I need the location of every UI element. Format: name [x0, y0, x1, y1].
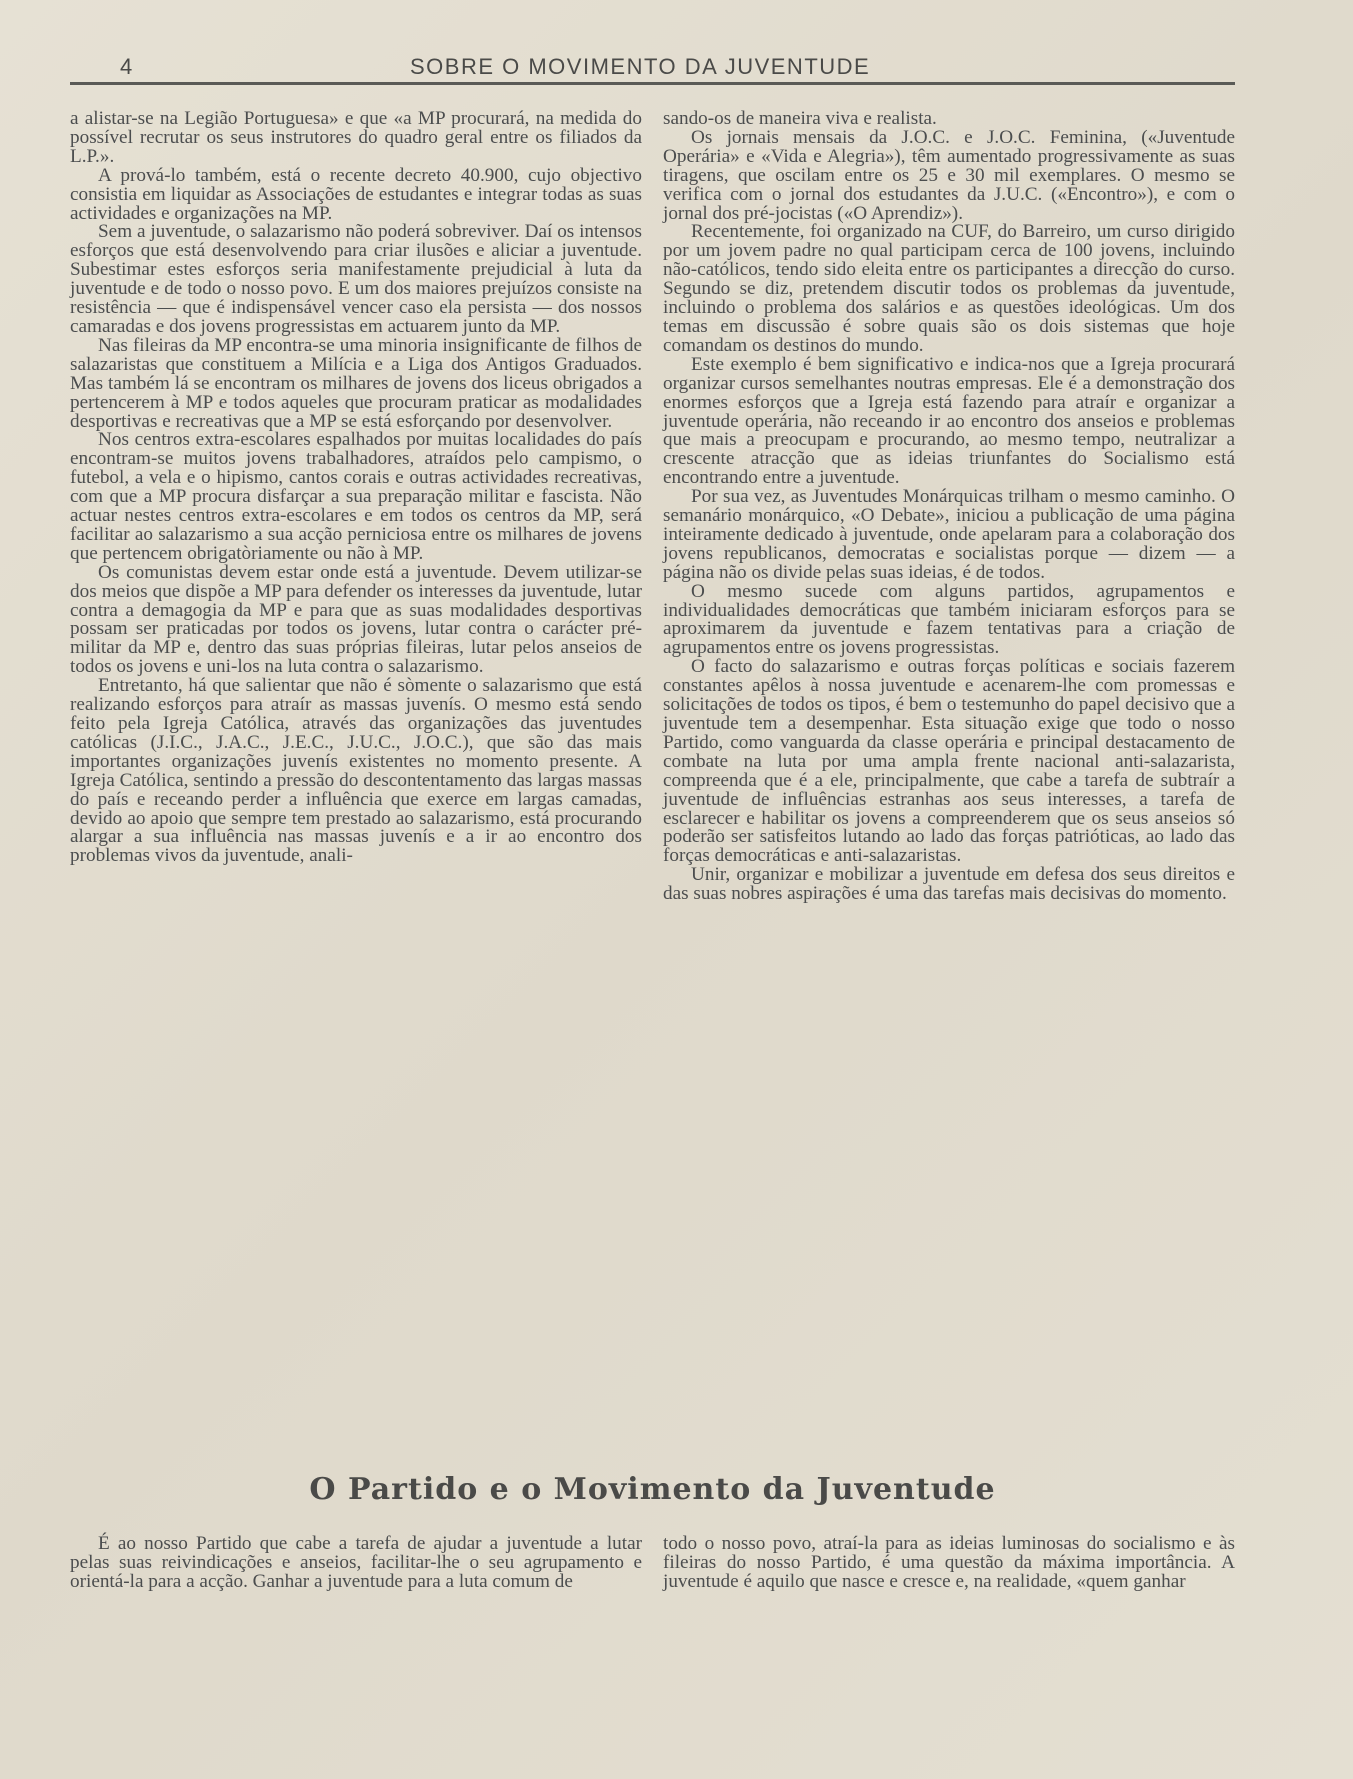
column-left [70, 110, 642, 866]
paragraph: todo o nosso povo, atraí-la para as ideias luminosas do socialismo e às fileiras do nosso Partido, é uma questão da máxima importância. A juventude é aquilo que nasce e cresce e, na realidade, «quem ganhar [663, 1533, 1235, 1592]
section-column-right [663, 1535, 1235, 1592]
paragraph: Nos centros extra-escolares espalhados por muitas localidades do país encontram-se muitos jovens trabalhadores, atraídos pelo campismo, o futebol, a vela e o hipismo, cantos corais e outras actividades recreativas, com que a MP procura disfarçar a sua preparação militar e fascista. Não actuar nestes centros extra-escolares e em todos os centros da MP, será facilitar ao salazarismo a sua acção perniciosa entre os milhares de jovens que pertencem obrigatòriamente ou não à MP. [70, 429, 642, 564]
paragraph: Os comunistas devem estar onde está a juventude. Devem utilizar-se dos meios que dispõe a MP para defender os interesses da juventude, lutar contra a demagogia da MP e para que as suas modalidades desportivas possam ser praticadas por todos os jovens, lutar contra o carácter pré-militar da MP e, dentro das suas próprias fileiras, lutar pelos anseios de todos os jovens e uni-los na luta contra o salazarismo. [70, 561, 642, 678]
paragraph: Nas fileiras da MP encontra-se uma minoria insignificante de filhos de salazaristas que constituem a Milícia e a Liga dos Antigos Graduados. Mas também lá se encontram os milhares de jovens dos liceus obrigados a pertencerem à MP e todos aqueles que procuram praticar as modalidades desportivas e recreativas que a MP se está esforçando por desenvolver. [70, 334, 642, 432]
section-column-left [70, 1535, 642, 1592]
paragraph: A prová-lo também, está o recente decreto 40.900, cujo objectivo consistia em liquidar as Associações de estudantes e integrar todas as suas actividades e organizações na MP. [70, 164, 642, 224]
paragraph: Este exemplo é bem significativo e indica-nos que a Igreja procurará organizar cursos semelhantes noutras empresas. Ele é a demonstração dos enormes esforços que a Igreja está fazendo para atraír e organizar a juventude operária, não receando ir ao encontro dos anseios e problemas que mais a preocupam e procurando, ao mesmo tempo, neutralizar a crescente atracção que as ideias triunfantes do Socialismo está encontrando entre a juventude. [663, 353, 1235, 489]
paragraph: O mesmo sucede com alguns partidos, agrupamentos e individualidades democráticas que também iniciaram esforços para se aproximarem da juventude e fazem tentativas para a criação de agrupamentos entre os jovens progressistas. [663, 580, 1235, 659]
paragraph: Entretanto, há que salientar que não é sòmente o salazarismo que está realizando esforços para atraír as massas juvenís. O mesmo está sendo feito pela Igreja Católica, através das organizações das juventudes católicas (J.I.C., J.A.C., J.E.C., J.U.C., J.O.C.), que são das mais importantes organizações juvenís existentes no momento presente. A Igreja Católica, sentindo a pressão do descontentamento das largas massas do país e receando perder a influência que exerce em largas camadas, devido ao apoio que sempre tem prestado ao salazarismo, está procurando alargar a sua influência nas massas juvenís e a ir ao encontro dos problemas vivos da juventude, anali- [70, 675, 642, 867]
header-rule [70, 82, 1235, 85]
page-number: 4 [120, 54, 133, 79]
paragraph: Sem a juventude, o salazarismo não poderá sobreviver. Daí os intensos esforços que está desenvolvendo para criar ilusões e aliciar a juventude. Subestimar estes esforços seria manifestamente prejudicial à luta da juventude e de todo o nosso povo. E um dos maiores prejuízos consiste na resistência — que é indispensável vencer caso ela persista — dos nossos camaradas e dos jovens progressistas em actuarem junto da MP. [70, 221, 642, 337]
page-header [70, 52, 1235, 82]
column-right [663, 110, 1235, 904]
paragraph: sando-os de maneira viva e realista. [663, 108, 937, 129]
paragraph: Os jornais mensais da J.O.C. e J.O.C. Feminina, («Juventude Operária» e «Vida e Alegria»), têm aumentado progressivamente as suas tiragens, que oscilam entre os 25 e 30 mil exemplares. O mesmo se verifica com o jornal dos estudantes da J.U.C. («Encontro»), e com o jornal dos pré-jocistas («O Aprendiz»). [663, 126, 1235, 224]
paragraph: Unir, organizar e mobilizar a juventude em defesa dos seus direitos e das suas nobres aspirações é uma das tarefas mais decisivas do momento. [663, 864, 1235, 905]
section-title: O Partido e o Movimento da Juventude [309, 1472, 996, 1507]
paragraph: Por sua vez, as Juventudes Monárquicas trilham o mesmo caminho. O semanário monárquico, «O Debate», iniciou a publicação de uma página inteiramente dedicado à juventude, onde apelaram para a colaboração dos jovens republicanos, democratas e socialistas porque — dizem — a página não os divide pelas suas ideias, é de todos. [663, 486, 1235, 583]
running-title: SOBRE O MOVIMENTO DA JUVENTUDE [410, 54, 871, 79]
paragraph: O facto do salazarismo e outras forças políticas e sociais fazerem constantes apêlos à nossa juventude e acenarem-lhe com promessas e solicitações de todos os tipos, é bem o testemunho do papel decisivo que a juventude tem a desempenhar. Esta situação exige que todo o nosso Partido, como vanguarda da classe operária e principal destacamento de combate na luta por uma ampla frente nacional anti-salazarista, compreenda que é a ele, principalmente, que cabe a tarefa de subtraír a juventude de influências estranhas aos seus interesses, a tarefa de esclarecer e habilitar os jovens a compreenderem que os seus anseios só poderão ser satisfeitos lutando ao lado das forças patrióticas, ao lado das forças democráticas e anti-salazaristas. [663, 656, 1235, 867]
paragraph: É ao nosso Partido que cabe a tarefa de ajudar a juventude a lutar pelas suas reivindicações e anseios, facilitar-lhe o seu agrupamento e orientá-la para a acção. Ganhar a juventude para a luta comum de [70, 1533, 642, 1592]
paragraph: a alistar-se na Legião Portuguesa» e que «a MP procurará, na medida do possível recrutar os seus instrutores do quadro geral entre os filiados da L.P.». [70, 108, 642, 167]
paragraph: Recentemente, foi organizado na CUF, do Barreiro, um curso dirigido por um jovem padre no qual participam cerca de 100 jovens, incluindo não-católicos, tendo sido eleita entre os participantes a direcção do curso. Segundo se diz, pretendem discutir todos os problemas da juventude, incluindo o problema dos salários e as questões ideológicas. Um dos temas em discussão é sobre quais são os dois sistemas que hoje comandam os destinos do mundo. [663, 221, 1235, 356]
